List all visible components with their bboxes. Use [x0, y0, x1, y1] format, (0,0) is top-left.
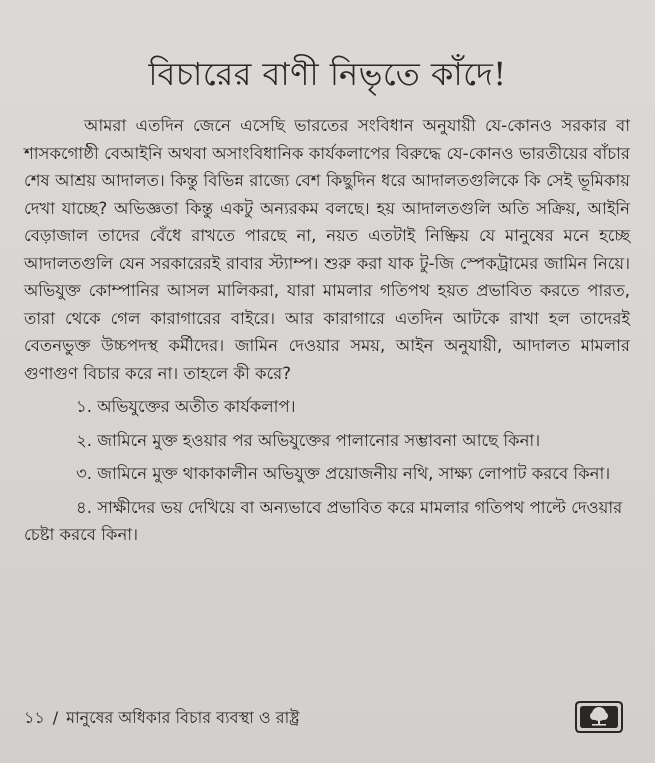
list-item: ২. জামিনে মুক্ত হওয়ার পর অভিযুক্তের পালানোর সম্ভাবনা আছে কিনা। [76, 430, 541, 450]
footer-text [24, 706, 299, 730]
tree-emblem-icon [574, 698, 624, 736]
page-footer [24, 698, 624, 738]
footer-separator: / [52, 708, 59, 727]
main-paragraph: আমরা এতদিন জেনে এসেছি ভারতের সংবিধান অনুযায়ী যে-কোনও সরকার বা শাসকগোষ্ঠী বেআইনি অথবা অসাংবিধানিক কার্যকলাপের বিরুদ্ধে যে-কোনও ভারতীয়ের বাঁচার শেষ আশ্রয় আদালত। কিন্তু বিভিন্ন রাজ্যে বেশ কিছুদিন ধরে আদালতগুলিকে কি সেই ভূমিকায় দেখা যাচ্ছে? অভিজ্ঞতা কিন্তু একটু অন্যরকম বলছে। হয় আদালতগুলি অতি সক্রিয়, আইনি বেড়াজাল তাদের বেঁধে রাখতে পারছে না, নয়ত এতটাই নিষ্ক্রিয় যে মানুষের মনে হচ্ছে আদালতগুলি যেন সরকারেরই রাবার স্ট্যাম্প। শুরু করা যাক টু-জি স্পেকট্রামের জামিন নিয়ে। অভিযুক্ত কোম্পানির আসল মালিকরা, যারা মামলার গতিপথ হয়ত প্রভাবিত করতে পারত, তারা থেকে গেল কারাগারের বাইরে। আর কারাগারে এতদিন আটকে রাখা হল তাদেরই বেতনভুক্ত উচ্চপদস্থ কর্মীদের। জামিন দেওয়ার সময়, আইন অনুযায়ী, আদালত মামলার গুণাগুণ বিচার করে না। তাহলে কী করে? [24, 116, 630, 383]
list-item: ১. অভিযুক্তের অতীত কার্যকলাপ। [76, 397, 296, 416]
list-item: ৩. জামিনে মুক্ত থাকাকালীন অভিযুক্ত প্রয়োজনীয় নথি, সাক্ষ্য লোপাট করবে কিনা। [76, 464, 611, 483]
book-title: মানুষের অধিকার বিচার ব্যবস্থা ও রাষ্ট্র [66, 708, 300, 727]
list-item: ৪. সাক্ষীদের ভয় দেখিয়ে বা অন্যভাবে প্রভাবিত করে মামলার গতিপথ পাল্টে দেওয়ার চেষ্টা করবে কিনা। [24, 497, 623, 544]
page-number: ১১ [24, 708, 45, 727]
body-text [24, 112, 630, 549]
page-title: বিচারের বাণী নিভৃতে কাঁদে! [148, 55, 507, 93]
